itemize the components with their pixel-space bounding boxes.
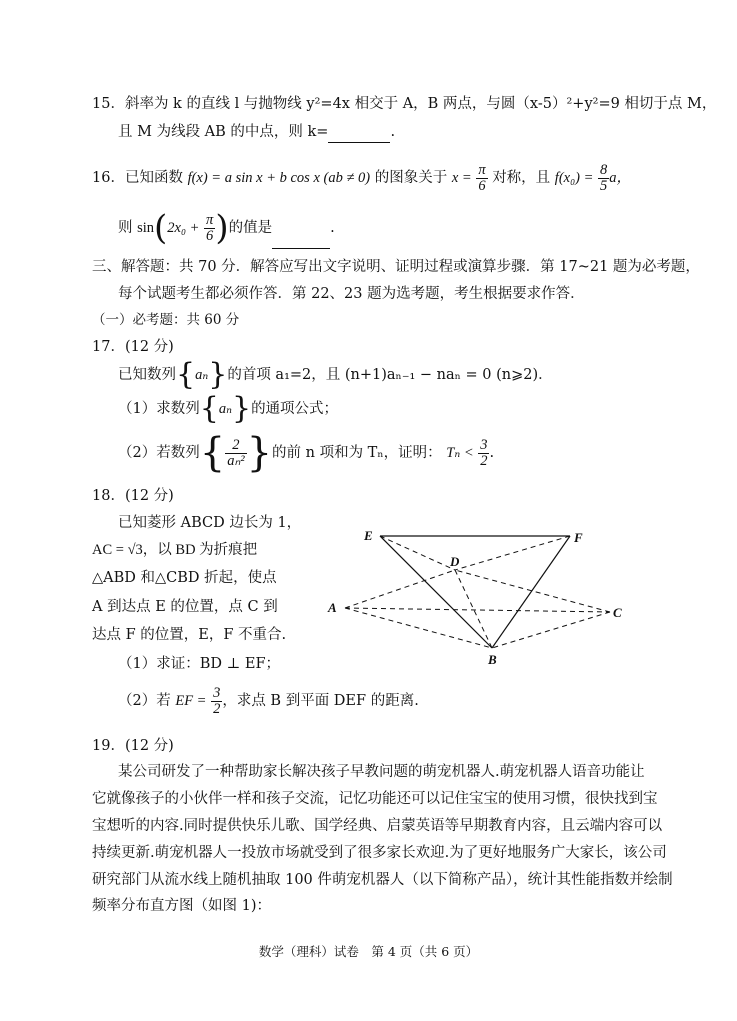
q16-eight-fifths: $\frac{8}{5}$ bbox=[599, 161, 608, 194]
edge-AB bbox=[345, 608, 492, 648]
q17-part1 bbox=[118, 391, 339, 426]
q16-paren-close: ) bbox=[215, 208, 229, 248]
q15-line2-end: . bbox=[390, 124, 396, 140]
q17-p1-an: aₙ bbox=[218, 401, 232, 417]
q19-l3: 宝想听的内容.同时提供快乐儿歌、国学经典、启蒙英语等早期教育内容，且云端内容可以 bbox=[92, 818, 663, 834]
edge-AD bbox=[345, 570, 455, 608]
q17-p2a: （2）若数列 bbox=[118, 445, 200, 461]
q16-inner: 2x₀ + bbox=[167, 220, 200, 236]
q16-mid: 的图象关于 bbox=[374, 170, 448, 186]
q16-sym: 对称，且 bbox=[492, 170, 551, 186]
q16-fx0: f(x₀) = bbox=[554, 170, 594, 186]
q16-value: 的值是 bbox=[228, 220, 273, 236]
label-A: A bbox=[328, 600, 337, 615]
label-B: B bbox=[488, 652, 497, 667]
label-C: C bbox=[613, 605, 622, 620]
edge-FB bbox=[492, 536, 570, 648]
edge-DB bbox=[455, 570, 492, 648]
edge-CB bbox=[492, 612, 610, 648]
q17-stem-a: 已知数列 bbox=[118, 367, 176, 383]
label-D: D bbox=[450, 554, 460, 569]
q17-p1b: 的通项公式； bbox=[251, 401, 339, 417]
q17-p2c: . bbox=[489, 445, 495, 461]
q16-a: a， bbox=[609, 170, 631, 186]
q16-pi-over-6b: $\frac{\pi}{6}$ bbox=[206, 211, 214, 244]
page-footer: 数学（理科）试卷 第 4 页（共 6 页） bbox=[258, 944, 479, 959]
q19-l4: 持续更新.萌宠机器人一投放市场就受到了很多家长欢迎.为了更好地服务广大家长，该公司 bbox=[92, 845, 667, 861]
q16-pi-over-6: $\frac{\pi}{6}$ bbox=[478, 161, 486, 194]
q16-line1 bbox=[92, 160, 631, 196]
answer-blank-16 bbox=[272, 208, 330, 249]
edge-EB bbox=[380, 536, 492, 648]
label-E: E bbox=[364, 528, 373, 543]
q17-an: aₙ bbox=[195, 367, 209, 383]
q15-line1: 15．斜率为 k 的直线 l 与抛物线 y²=4x 相交于 A，B 两点，与圆（x-5）²+y²=9 相切于点 M， bbox=[92, 96, 717, 112]
q18-part2 bbox=[118, 683, 419, 719]
q18-l1: 已知菱形 ABCD 边长为 1， bbox=[118, 515, 302, 531]
q16-then: 则 bbox=[118, 220, 133, 236]
q19-l5: 研究部门从流水线上随机抽取 100 件萌宠机器人（以下简称产品），统计其性能指数并绘制 bbox=[92, 872, 673, 888]
q16-prefix: 16．已知函数 bbox=[92, 170, 183, 186]
q19-l1: 某公司研发了一种帮助家长解决孩子早教问题的萌宠机器人.萌宠机器人语音功能让 bbox=[118, 764, 645, 780]
edge-CD bbox=[455, 570, 610, 612]
q17-part2 bbox=[118, 430, 495, 476]
q15-line2 bbox=[118, 122, 395, 143]
q17-two-over-an2: $\frac{2}{\text{aₙ²}}$ bbox=[227, 436, 245, 469]
q17-brace-close: } bbox=[208, 357, 228, 392]
q18-l5: 达点 F 的位置，E，F 不重合. bbox=[92, 627, 287, 643]
q17-stem bbox=[118, 357, 553, 392]
answer-blank-15 bbox=[328, 122, 390, 143]
q17-brace-open: { bbox=[176, 357, 196, 392]
q16-xeq: x = bbox=[451, 170, 472, 186]
q19-l2: 它就像孩子的小伙伴一样和孩子交流，记忆功能还可以记住宝宝的使用习惯，很快找到宝 bbox=[92, 791, 658, 807]
q15-line2-text: 且 M 为线段 AB 的中点，则 k= bbox=[118, 124, 329, 140]
q17-p1-brace-open: { bbox=[199, 391, 219, 426]
q17-p1-brace-close: } bbox=[231, 391, 252, 426]
label-F: F bbox=[574, 530, 583, 545]
sec3-line2: 每个试题考生都必须作答．第 22、23 题为选考题，考生根据要求作答． bbox=[118, 286, 585, 302]
q16-sin: sin bbox=[137, 220, 155, 236]
q18-l2: AC = √3，以 BD 为折痕把 bbox=[92, 542, 258, 558]
q18-ef: EF = bbox=[175, 693, 207, 709]
edge-FD bbox=[455, 536, 570, 570]
q18-part1: （1）求证：BD ⊥ EF； bbox=[118, 656, 281, 672]
edge-ED bbox=[380, 536, 455, 570]
q17-p1a: （1）求数列 bbox=[118, 401, 200, 417]
sec3-line1: 三、解答题：共 70 分．解答应写出文字说明、证明过程或演算步骤．第 17~21 题为必考题， bbox=[92, 259, 700, 275]
q17-tn: Tₙ < bbox=[446, 445, 474, 461]
q17-three-halves: $\frac{3}{2}$ bbox=[480, 436, 488, 469]
q17-p2-brace-close: } bbox=[246, 430, 273, 476]
q16-line2 bbox=[118, 208, 335, 248]
q16-paren-open: ( bbox=[154, 208, 168, 248]
q19-l6: 频率分布直方图（如图 1)： bbox=[92, 898, 271, 914]
q18-l3: △ABD 和△CBD 折起，使点 bbox=[92, 570, 277, 586]
q16-end: . bbox=[330, 220, 335, 236]
q17-head: 17．(12 分) bbox=[92, 339, 174, 355]
q19-head: 19．(12 分) bbox=[92, 738, 174, 754]
q18-p2b: ，求点 B 到平面 DEF 的距离. bbox=[222, 693, 419, 709]
q17-p2b: 的前 n 项和为 Tₙ，证明： bbox=[272, 445, 442, 461]
q18-p2a: （2）若 bbox=[118, 693, 171, 709]
q18-head: 18．(12 分) bbox=[92, 488, 174, 504]
q18-figure bbox=[320, 520, 630, 675]
sec3-sub: （一）必考题：共 60 分 bbox=[92, 312, 240, 328]
q16-fx: f(x) = a sin x + b cos x (ab ≠ 0) bbox=[187, 170, 371, 186]
q18-l4: A 到达点 E 的位置，点 C 到 bbox=[92, 599, 278, 615]
q17-stem-b: 的首项 a₁=2，且 (n+1)aₙ₋₁ − naₙ = 0 (n⩾2)． bbox=[227, 367, 553, 383]
edge-AC bbox=[345, 608, 610, 612]
q17-p2-brace-open: { bbox=[199, 430, 226, 476]
q18-three-halves: $\frac{3}{2}$ bbox=[213, 684, 221, 717]
